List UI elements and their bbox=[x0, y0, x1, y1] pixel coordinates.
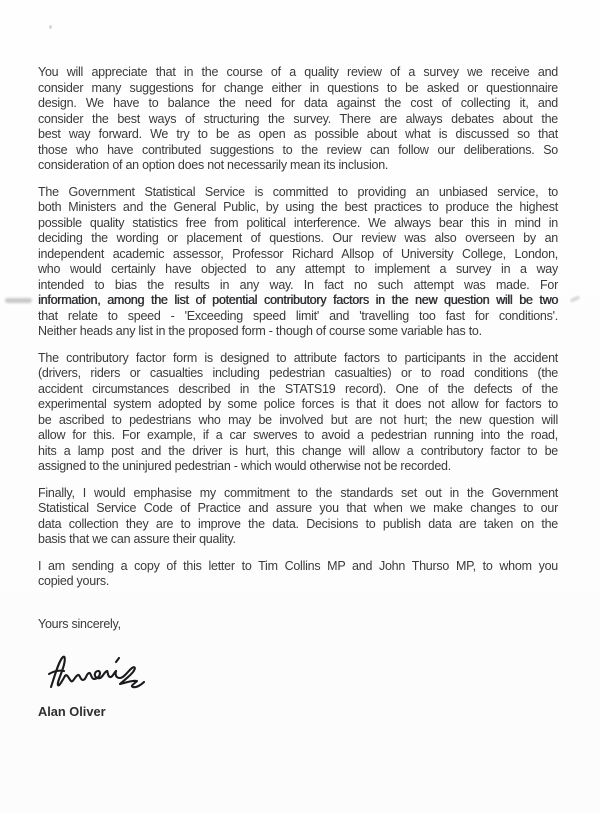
text-line: You will appreciate that in the course of a quality review of a survey we receive and bbox=[38, 65, 558, 79]
text-line: deciding the wording or placement of questions. Our review was also overseen by an bbox=[38, 231, 558, 245]
text-line: The Government Statistical Service is committed to providing an unbiased service, to bbox=[38, 184, 558, 199]
signatory-name: Alan Oliver bbox=[38, 704, 106, 719]
text-line: information, among the list of potential contributory factors in the new question will be two bbox=[38, 293, 558, 307]
paragraph-code-of-practice bbox=[38, 486, 558, 548]
text-line: both Ministers and the General Public, by using the best practices to produce the highest bbox=[38, 200, 558, 214]
text-line: design. We have to balance the need for data against the cost of collecting it, and bbox=[38, 96, 558, 110]
text-line: best way forward. We try to be as open as possible about what is discussed so that bbox=[38, 127, 558, 141]
text-line: basis that we can assure their quality. bbox=[38, 532, 236, 546]
text-line: consider many suggestions for change either in questions to be asked or questionnaire bbox=[38, 80, 558, 95]
text-line: data collection they are to improve the data. Decisions to publish data are taken on the bbox=[38, 516, 558, 531]
paragraph-copies-to-mps bbox=[38, 559, 558, 590]
text-line: accident circumstances described in the STATS19 record). One of the defects of the bbox=[38, 381, 558, 396]
text-line: Statistical Service Code of Practice and assure you that when we make changes to our bbox=[38, 501, 558, 515]
text-line: independent academic assessor, Professor Richard Allsop of University College, London, bbox=[38, 246, 558, 261]
text-line: I am sending a copy of this letter to Tim Collins MP and John Thurso MP, to whom you bbox=[38, 558, 558, 573]
text-line: that relate to speed - 'Exceeding speed limit' and 'travelling too fast for conditions'. bbox=[38, 308, 558, 323]
text-line: possible quality statistics free from political interference. We always bear this in mind in bbox=[38, 215, 558, 230]
text-line: consider the best ways of structuring the survey. There are always debates about the bbox=[38, 111, 558, 126]
text-line: copied yours. bbox=[38, 574, 110, 588]
text-line: be ascribed to pedestrians who may be involved but are not hurt; the new question will bbox=[38, 412, 558, 427]
text-line: Neither heads any list in the proposed form - though of course some variable has to. bbox=[38, 324, 482, 338]
text-line: hits a lamp post and the driver is hurt, this change will allow a contributory factor to be bbox=[38, 443, 558, 458]
text-line: those who have contributed suggestions to the review can follow our deliberations. So bbox=[38, 142, 558, 157]
text-line: consideration of an option does not necessarily mean its inclusion. bbox=[38, 158, 389, 172]
paragraph-contributory-factor-form bbox=[38, 351, 558, 475]
text-line: (drivers, riders or casualties including pedestrian casualties) or to road conditions (the bbox=[38, 366, 558, 380]
signature-block bbox=[48, 652, 558, 692]
text-line: allow for this. For example, if a car swerves to avoid a pedestrian running into the road, bbox=[38, 428, 558, 442]
letter-body bbox=[38, 65, 558, 720]
handwritten-signature-icon bbox=[48, 652, 148, 692]
closing-salutation: Yours sincerely, bbox=[38, 616, 121, 631]
paragraph-gss-unbiased-service bbox=[38, 185, 558, 340]
text-line: assigned to the uninjured pedestrian - which would otherwise not be recorded. bbox=[38, 459, 451, 473]
text-line: Finally, I would emphasise my commitment to the standards set out in the Government bbox=[38, 485, 558, 500]
scan-speck bbox=[49, 25, 52, 29]
text-line: experimental system adopted by some police forces is that it does not allow for factors to bbox=[38, 397, 558, 411]
text-line: who would certainly have objected to any attempt to implement a survey in a way bbox=[38, 262, 558, 276]
text-line: intended to bias the results in any way. In fact no such attempt was made. For bbox=[38, 277, 558, 292]
paragraph-quality-review bbox=[38, 65, 558, 174]
text-line: The contributory factor form is designed to attribute factors to participants in the accident bbox=[38, 350, 558, 365]
